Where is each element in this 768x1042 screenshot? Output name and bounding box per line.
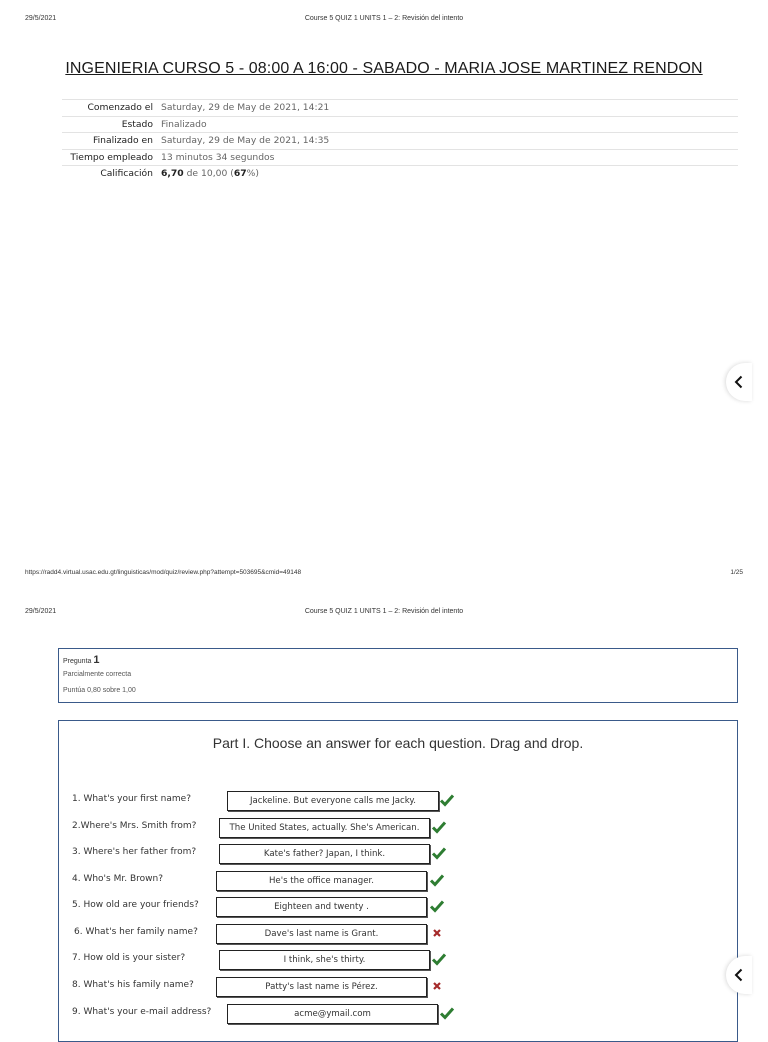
- print-header-page-1: [0, 15, 768, 29]
- check-icon: [429, 898, 445, 914]
- check-icon: [429, 872, 445, 888]
- summary-row: [62, 149, 738, 166]
- question-text: 3. Where's her father from?: [72, 847, 197, 857]
- drag-drop-item: [59, 924, 737, 944]
- summary-row: [62, 133, 738, 150]
- summary-label: Estado: [62, 116, 157, 133]
- question-text: 8. What's his family name?: [72, 980, 194, 990]
- summary-value: Saturday, 29 de May de 2021, 14:21: [157, 100, 738, 117]
- summary-row: [62, 100, 738, 117]
- check-icon: [439, 1005, 455, 1021]
- cross-icon: [429, 925, 445, 941]
- answer-dropzone[interactable]: Eighteen and twenty .: [216, 897, 427, 917]
- drag-drop-item: [59, 871, 737, 891]
- summary-value: Saturday, 29 de May de 2021, 14:35: [157, 133, 738, 150]
- question-text: 6. What's her family name?: [74, 927, 198, 937]
- answer-dropzone[interactable]: The United States, actually. She's American.: [219, 818, 430, 838]
- print-header-page-2: [0, 608, 768, 622]
- chevron-left-icon: [732, 375, 746, 389]
- print-page-indicator: 1/25: [730, 569, 743, 576]
- drag-drop-item: [59, 791, 737, 811]
- question-state: Parcialmente correcta: [63, 671, 132, 678]
- print-doc-title: Course 5 QUIZ 1 UNITS 1 – 2: Revisión del intento: [304, 15, 464, 22]
- answer-dropzone[interactable]: Patty's last name is Pérez.: [216, 977, 427, 997]
- grade-value: [157, 166, 738, 182]
- grade-out-of: de 10,00 (: [186, 168, 234, 180]
- check-icon: [439, 792, 455, 808]
- question-text: 9. What's your e-mail address?: [72, 1007, 212, 1017]
- grade-label: Calificación: [62, 166, 157, 182]
- print-doc-title: Course 5 QUIZ 1 UNITS 1 – 2: Revisión del intento: [304, 608, 464, 615]
- question-mark: Puntúa 0,80 sobre 1,00: [63, 687, 136, 694]
- check-icon: [431, 845, 447, 861]
- drag-drop-item: [59, 844, 737, 864]
- drag-drop-item: [59, 897, 737, 917]
- answer-dropzone[interactable]: Dave's last name is Grant.: [216, 924, 427, 944]
- question-text: 1. What's your first name?: [72, 794, 191, 804]
- answer-dropzone[interactable]: Kate's father? Japan, I think.: [219, 844, 430, 864]
- question-number: [63, 654, 100, 666]
- attempt-summary-table: [62, 99, 738, 182]
- drag-drop-item: [59, 818, 737, 838]
- chevron-left-icon: [732, 968, 746, 982]
- question-number-value: 1: [93, 654, 100, 666]
- summary-row: [62, 116, 738, 133]
- grade-percent: 67: [233, 168, 247, 180]
- question-text: 5. How old are your friends?: [72, 900, 199, 910]
- question-content-box: [58, 720, 738, 1042]
- print-date: 29/5/2021: [25, 608, 57, 615]
- print-date: 29/5/2021: [25, 15, 57, 22]
- drag-drop-item: [59, 950, 737, 970]
- drag-drop-item: [59, 977, 737, 997]
- part-title: Part I. Choose an answer for each question. Drag and drop.: [212, 735, 584, 751]
- question-text: 4. Who's Mr. Brown?: [72, 874, 163, 884]
- question-text: 7. How old is your sister?: [72, 953, 186, 963]
- summary-row-grade: [62, 166, 738, 182]
- grade-score: 6,70: [161, 168, 184, 180]
- answer-dropzone[interactable]: acme@ymail.com: [227, 1004, 438, 1024]
- question-text: 2.Where's Mrs. Smith from?: [72, 821, 197, 831]
- check-icon: [431, 951, 447, 967]
- summary-label: Finalizado en: [62, 133, 157, 150]
- question-info-box: [58, 648, 738, 703]
- print-url: https://radd4.virtual.usac.edu.gt/linguisticas/mod/quiz/review.php?attempt=503695&cmid=49148: [25, 569, 302, 576]
- summary-value: Finalizado: [157, 116, 738, 133]
- check-icon: [431, 819, 447, 835]
- answer-dropzone[interactable]: Jackeline. But everyone calls me Jacky.: [227, 791, 439, 811]
- cross-icon: [429, 978, 445, 994]
- print-footer-page-1: [0, 569, 768, 581]
- summary-label: Tiempo empleado: [62, 149, 157, 166]
- drag-drop-item: [59, 1004, 737, 1024]
- answer-dropzone[interactable]: I think, she's thirty.: [219, 950, 430, 970]
- question-prefix: Pregunta: [63, 658, 92, 665]
- summary-value: 13 minutos 34 segundos: [157, 149, 738, 166]
- summary-label: Comenzado el: [62, 100, 157, 117]
- answer-dropzone[interactable]: He's the office manager.: [216, 871, 427, 891]
- course-heading: INGENIERIA CURSO 5 - 08:00 A 16:00 - SABADO - MARIA JOSE MARTINEZ RENDON: [65, 60, 703, 77]
- nav-previous-button[interactable]: [726, 363, 752, 401]
- grade-close: %): [246, 168, 259, 180]
